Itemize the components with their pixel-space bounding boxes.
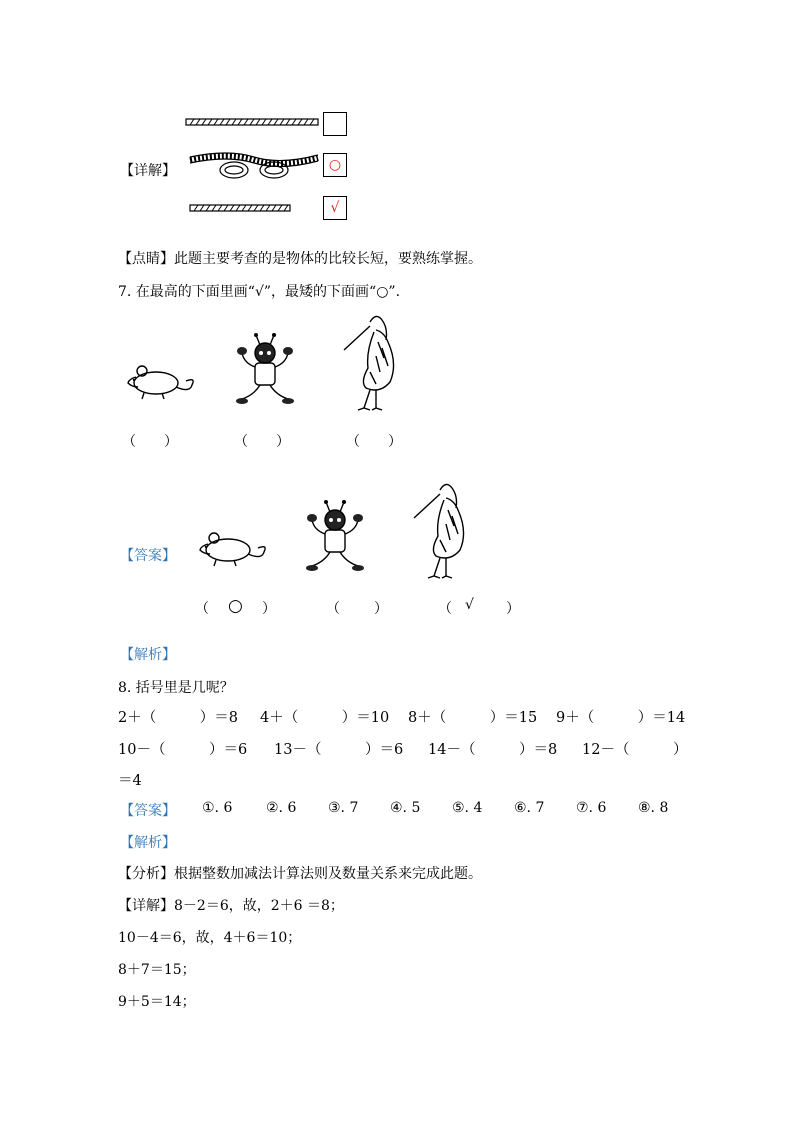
q8-eq-5: 10－（ ）＝6 — [118, 742, 248, 758]
q8-analysis-line-4: 8＋7＝15； — [118, 962, 196, 978]
q8-answer-6: ⑥. 7 — [514, 800, 545, 816]
q8-answer-5: ⑤. 4 — [452, 800, 483, 816]
q7-answer-close-2: ） — [374, 601, 388, 617]
q8-analysis-label: 【解析】 — [120, 835, 176, 851]
q7-answer-mark-3: √ — [465, 597, 474, 613]
q8-eq-6: 13－（ ）＝6 — [274, 742, 404, 758]
rope-looped — [188, 152, 322, 182]
q7-answer-close-3: ） — [506, 601, 520, 617]
q8-analysis-line-5: 9＋5＝14； — [118, 994, 196, 1010]
q8-answer-label: 【答案】 — [120, 803, 176, 819]
rope-short — [190, 204, 292, 214]
q7-answer-open-1: （ — [195, 601, 209, 617]
q8-answer-2: ②. 6 — [266, 800, 297, 816]
q7-title: 7. 在最高的下面里画“√”，最矮的下面画“○”. — [118, 284, 401, 300]
q8-analysis-line-2: 【详解】8－2＝6，故，2＋6 ＝8； — [118, 898, 344, 914]
detail-label: 【详解】 — [120, 163, 176, 179]
ant-icon — [306, 500, 366, 580]
q8-answer-8: ⑧. 8 — [638, 800, 669, 816]
q8-answer-3: ③. 7 — [328, 800, 359, 816]
q7-analysis-label: 【解析】 — [120, 647, 176, 663]
q7-answer-close-1: ） — [262, 601, 276, 617]
mouse-icon — [126, 363, 198, 407]
crane-icon — [340, 312, 402, 414]
q8-eq-2: 4＋（ ）＝10 — [260, 710, 390, 726]
q8-eq-7: 14－（ ）＝8 — [428, 742, 558, 758]
crane-icon — [410, 480, 472, 582]
answer-box-3: √ — [323, 196, 347, 220]
q8-answer-1: ①. 6 — [202, 800, 233, 816]
q7-blank-3: （ ） — [346, 434, 402, 450]
answer-box-2: ○ — [323, 153, 347, 177]
q8-eq-8-result: ＝4 — [118, 773, 142, 789]
q8-analysis-line-3: 10－4＝6，故，4＋6＝10； — [118, 930, 302, 946]
q8-analysis-line-1: 【分析】根据整数加减法计算法则及数量关系来完成此题。 — [118, 866, 482, 882]
q7-answer-open-3: （ — [438, 601, 452, 617]
answer-box-1 — [323, 112, 347, 136]
q7-blank-1: （ ） — [122, 434, 178, 450]
point-text: 【点睛】此题主要考查的是物体的比较长短，要熟练掌握。 — [118, 251, 482, 267]
ant-icon — [236, 333, 296, 413]
q8-answer-4: ④. 5 — [390, 800, 421, 816]
q7-answer-open-2: （ — [326, 601, 340, 617]
q8-answer-7: ⑦. 6 — [576, 800, 607, 816]
q7-blank-2: （ ） — [234, 434, 290, 450]
q8-eq-8: 12－（ ） — [582, 742, 688, 758]
q8-eq-3: 8＋（ ）＝15 — [408, 710, 538, 726]
q8-eq-1: 2＋（ ）＝8 — [118, 710, 238, 726]
mouse-icon — [198, 530, 270, 574]
q7-answer-mark-1: ○ — [228, 596, 243, 616]
q8-eq-4: 9＋（ ）＝14 — [556, 710, 686, 726]
q7-answer-label: 【答案】 — [120, 548, 176, 564]
q8-title: 8. 括号里是几呢？ — [118, 680, 234, 696]
rope-long — [186, 118, 320, 128]
